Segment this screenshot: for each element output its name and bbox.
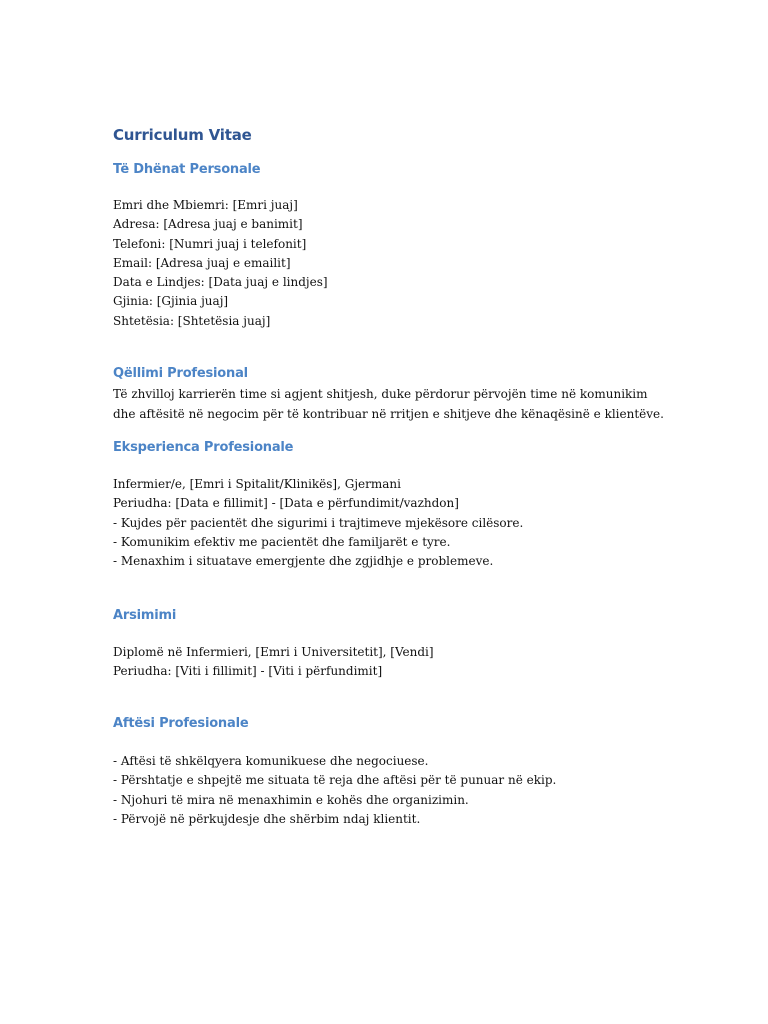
education-details <box>113 643 673 682</box>
personal-line-gender: Gjinia: [Gjinia juaj] <box>113 294 229 309</box>
personal-line-email: Email: [Adresa juaj e emailit] <box>113 255 291 270</box>
objective-line: dhe aftësitë në negocim për të kontribuar në rritjen e shitjeve dhe kënaqësinë e klientëve. <box>113 406 664 421</box>
section-heading-experience: Eksperienca Profesionale <box>113 440 294 456</box>
personal-details <box>113 196 673 331</box>
section-heading-personal: Të Dhënat Personale <box>113 162 261 177</box>
experience-line-duty: - Kujdes për pacientët dhe sigurimi i trajtimeve mjekësore cilësore. <box>113 515 524 530</box>
skills-line: - Aftësi të shkëlqyera komunikuese dhe negociuese. <box>113 754 429 769</box>
experience-line-duty: - Komunikim efektiv me pacientët dhe familjarët e tyre. <box>113 534 451 549</box>
personal-line-citizenship: Shtetësia: [Shtetësia juaj] <box>113 313 271 328</box>
skills-line: - Përvojë në përkujdesje dhe shërbim ndaj klientit. <box>113 812 421 827</box>
personal-line-birthdate: Data e Lindjes: [Data juaj e lindjes] <box>113 275 328 290</box>
skills-line: - Përshtatje e shpejtë me situata të reja dhe aftësi për të punuar në ekip. <box>113 773 557 788</box>
education-line-degree: Diplomë në Infermieri, [Emri i Universitetit], [Vendi] <box>113 644 434 659</box>
objective-line: Të zhvilloj karrierën time si agjent shitjesh, duke përdorur përvojën time në komunikim <box>113 387 648 402</box>
skills-details <box>113 752 673 829</box>
experience-line-duty: - Menaxhim i situatave emergjente dhe zgjidhje e problemeve. <box>113 554 494 569</box>
experience-line-position: Infermier/e, [Emri i Spitalit/Klinikës], Gjermani <box>113 477 401 492</box>
document-title: Curriculum Vitae <box>113 126 252 144</box>
objective-text <box>113 385 673 424</box>
section-heading-education: Arsimimi <box>113 607 177 623</box>
section-heading-objective: Qëllimi Profesional <box>113 366 248 382</box>
personal-line-address: Adresa: [Adresa juaj e banimit] <box>113 217 303 232</box>
personal-line-name: Emri dhe Mbiemri: [Emri juaj] <box>113 198 298 212</box>
experience-line-period: Periudha: [Data e fillimit] - [Data e përfundimit/vazhdon] <box>113 496 459 511</box>
section-heading-skills: Aftësi Profesionale <box>113 716 249 732</box>
experience-details <box>113 475 673 571</box>
skills-line: - Njohuri të mira në menaxhimin e kohës dhe organizimin. <box>113 792 469 807</box>
personal-line-phone: Telefoni: [Numri juaj i telefonit] <box>113 236 307 251</box>
education-line-period: Periudha: [Viti i fillimit] - [Viti i përfundimit] <box>113 663 383 678</box>
document-content <box>113 124 673 829</box>
